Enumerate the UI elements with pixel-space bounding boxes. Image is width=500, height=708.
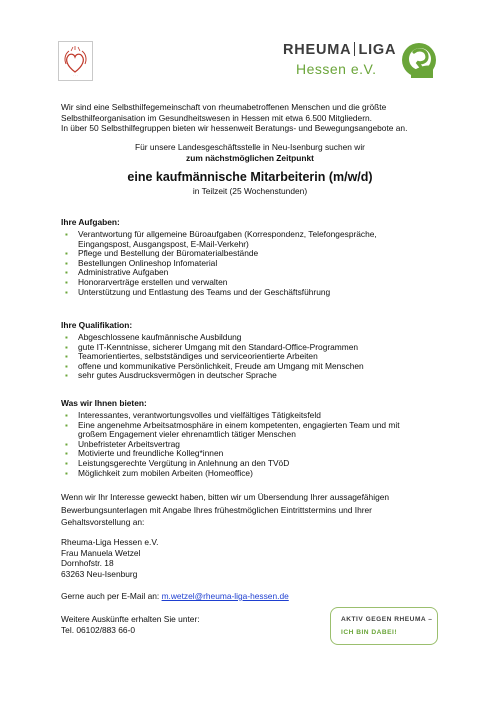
badge-line: AKTIV GEGEN RHEUMA – [341,616,433,623]
list-item-text: großem Engagement vieler ehrenamtlich tätiger Menschen [78,429,296,440]
list-item: ▪ Leistungsgerechte Vergütung in Anlehnung an den TVöD [61,459,400,469]
list-item: ▪ gute IT-Kenntnisse, sicherer Umgang mit den Standard-Office-Programmen [61,343,364,353]
address-line: Rheuma-Liga Hessen e.V. [61,537,159,547]
offer-list [61,411,400,478]
list-item: ▪ Teamorientiertes, selbstständiges und serviceorientierte Arbeiten [61,352,364,362]
job-title: eine kaufmännische Mitarbeiterin (m/w/d) [127,170,373,184]
qualifications-list [61,333,364,381]
phone-info [61,614,200,635]
email-prefix: Gerne auch per E-Mail an: [61,591,162,601]
list-item: ▪ offene und kommunikative Persönlichkeit, Freude am Umgang mit Menschen [61,362,364,372]
intro-line: Wir sind eine Selbsthilfegemeinschaft von rheumabetroffenen Menschen und die größte [61,102,387,112]
list-item: ▪ Honorarverträge erstellen und verwalten [61,278,377,288]
closing-line: Wenn wir Ihr Interesse geweckt haben, bitten wir um Übersendung Ihrer aussagefähigen [61,492,390,502]
tasks-heading: Ihre Aufgaben: [61,217,120,227]
list-item: ▪ Administrative Aufgaben [61,268,377,278]
list-item: ▪ Bestellungen Onlineshop Infomaterial [61,259,377,269]
list-item: ▪ Interessantes, verantwortungsvolles und vielfältiges Tätigkeitsfeld [61,411,400,421]
list-item: ▪ Pflege und Bestellung der Büromaterialbestände [61,249,377,259]
list-item: ▪ Unbefristeter Arbeitsvertrag [61,440,400,450]
offer-heading: Was wir Ihnen bieten: [61,398,147,408]
list-item: ▪ Unterstützung und Entlastung des Teams und der Geschäftsführung [61,288,377,298]
list-item: ▪ Motivierte und freundliche Kolleg*innen [61,449,400,459]
info-text: Weitere Auskünfte erhalten Sie unter: [61,614,200,624]
closing-paragraph [61,491,389,529]
svg-text:· · ·: · · · [73,73,78,77]
list-item: ▪ Abgeschlossene kaufmännische Ausbildung [61,333,364,343]
intro-line: In über 50 Selbsthilfegruppen bieten wir hessenweit Beratungs- und Bewegungsangebote an. [61,123,408,134]
email-line [61,591,289,602]
list-item: ▪ Eine angenehme Arbeitsatmosphäre in einem kompetenten, engagierten Team und mit [61,421,400,431]
email-link[interactable]: m.wetzel@rheuma-liga-hessen.de [161,591,289,601]
address-line: 63263 Neu-Isenburg [61,568,138,579]
hands-heart-logo-icon [58,41,93,81]
rheuma-liga-logo [283,38,443,88]
qualifications-heading: Ihre Qualifikation: [61,320,133,330]
campaign-badge [330,607,438,645]
address-line: Frau Manuela Wetzel [61,547,141,558]
list-item: ▪ Verantwortung für allgemeine Büroaufgaben (Korrespondenz, Telefongespräche, [61,230,377,240]
closing-line: Bewerbungsunterlagen mit Angabe Ihres frühestmöglichen Eintrittstermins und Ihrer [61,504,372,515]
badge-line: ICH BIN DABEI! [341,629,398,636]
intro-paragraph [61,102,407,134]
rheuma-liga-r-icon [399,38,439,82]
list-item: ▪ sehr gutes Ausdrucksvermögen in deutscher Sprache [61,371,364,381]
start-date: zum nächstmöglichen Zeitpunkt [186,153,314,163]
contact-address [61,537,158,579]
brand-region: Hessen e.V. [296,61,377,77]
job-hours: in Teilzeit (25 Wochenstunden) [192,186,308,196]
tasks-list [61,230,377,297]
intro-line: Selbsthilfeorganisation im Gesundheitswesen in Hessen mit etwa 6.500 Mitgliedern. [61,112,372,123]
closing-line: Gehaltsvorstellung an: [61,517,145,527]
list-item: ▪ Möglichkeit zum mobilen Arbeiten (Homeoffice) [61,469,400,479]
brand-name: RHEUMA LIGA [283,42,397,58]
address-line: Dornhofstr. 18 [61,558,114,569]
search-intro: Für unsere Landesgeschäftsstelle in Neu-Isenburg suchen wir [135,142,365,152]
list-item-text: Eingangspost, Ausgangspost, E-Mail-Verkehr) [78,238,249,249]
phone-number: Tel. 06102/883 66-0 [61,624,136,635]
